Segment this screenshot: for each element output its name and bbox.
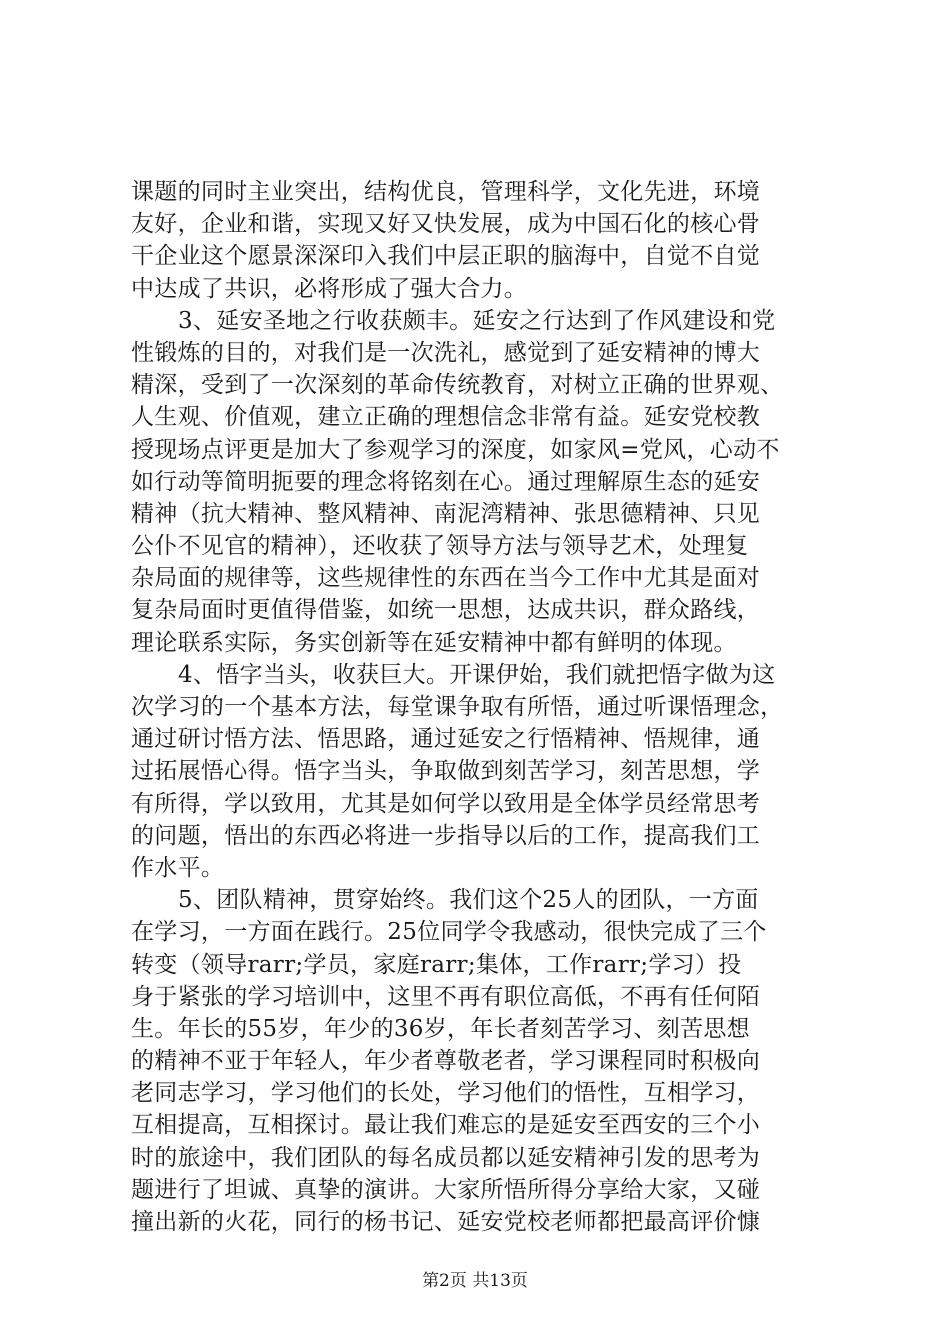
text-line: 理论联系实际，务实创新等在延安精神中都有鲜明的体现。 <box>131 629 737 656</box>
text-line: 身于紧张的学习培训中，这里不再有职位高低，不再有任何陌 <box>131 983 761 1010</box>
text-line: 时的旅途中，我们团队的每名成员都以延安精神引发的思考为 <box>131 1144 761 1171</box>
text-line: 精深，受到了一次深刻的革命传统教育，对树立正确的世界观、 <box>131 372 784 399</box>
text-line: 课题的同时主业突出，结构优良，管理科学，文化先进，环境 <box>131 179 761 205</box>
text-line: 老同志学习，学习他们的长处，学习他们的悟性，互相学习， <box>131 1080 761 1107</box>
page-number-footer: 第2页 共13页 <box>422 1271 528 1291</box>
text-line: 题进行了坦诚、真挚的演讲。大家所悟所得分享给大家，又碰 <box>131 1176 761 1203</box>
text-line: 公仆不见官的精神），还收获了领导方法与领导艺术，处理复 <box>131 533 749 560</box>
text-line: 性锻炼的目的，对我们是一次洗礼，感觉到了延安精神的博大 <box>131 339 761 366</box>
text-line: 次学习的一个基本方法，每堂课争取有所悟，通过听课悟理念， <box>131 694 784 720</box>
text-line: 中达成了共识，必将形成了强大合力。 <box>131 275 528 302</box>
text-line: 的精神不亚于年轻人，年少者尊敬老者，学习课程同时积极向 <box>131 1048 761 1075</box>
text-line: 互相提高，互相探讨。最让我们难忘的是延安至西安的三个小 <box>131 1112 761 1139</box>
text-line: 精神（抗大精神、整风精神、南泥湾精神、张思德精神、只见 <box>131 500 761 527</box>
text-line: 复杂局面时更值得借鉴，如统一思想，达成共识，群众路线， <box>131 597 761 624</box>
paragraph-3-first-line: 3、延安圣地之行收获颇丰。延安之行达到了作风建设和党 <box>178 307 776 334</box>
text-line: 通过研讨悟方法、悟思路，通过延安之行悟精神、悟规律，通 <box>131 726 761 753</box>
paragraph-4-first-line: 4、悟字当头，收获巨大。开课伊始，我们就把悟字做为这 <box>178 661 776 688</box>
text-line: 在学习，一方面在践行。25位同学令我感动，很快完成了三个 <box>131 919 767 946</box>
text-line: 作水平。 <box>131 854 225 881</box>
text-line: 转变（领导rarr;学员，家庭rarr;集体，工作rarr;学习）投 <box>131 951 742 978</box>
text-line: 过拓展悟心得。悟字当头，争取做到刻苦学习，刻苦思想，学 <box>131 758 761 785</box>
paragraph-5-first-line: 5、团队精神，贯穿始终。我们这个25人的团队，一方面 <box>178 887 759 914</box>
text-line: 有所得，学以致用，尤其是如何学以致用是全体学员经常思考 <box>131 790 761 817</box>
text-line: 生。年长的55岁，年少的36岁，年长者刻苦学习、刻苦思想 <box>131 1015 750 1042</box>
text-line: 杂局面的规律等，这些规律性的东西在当今工作中尤其是面对 <box>131 565 761 592</box>
text-line: 干企业这个愿景深深印入我们中层正职的脑海中，自觉不自觉 <box>131 243 761 270</box>
text-line: 如行动等简明扼要的理念将铭刻在心。通过理解原生态的延安 <box>131 468 761 495</box>
text-line: 授现场点评更是加大了参观学习的深度，如家风=党风，心动不 <box>131 436 780 463</box>
text-line: 的问题，悟出的东西必将进一步指导以后的工作，提高我们工 <box>131 822 761 849</box>
text-line: 人生观、价值观，建立正确的理想信念非常有益。延安党校教 <box>131 404 761 431</box>
text-line: 撞出新的火花，同行的杨书记、延安党校老师都把最高评价慷 <box>131 1209 761 1235</box>
text-line: 友好，企业和谐，实现又好又快发展，成为中国石化的核心骨 <box>131 211 761 238</box>
body-text <box>131 176 831 1238</box>
